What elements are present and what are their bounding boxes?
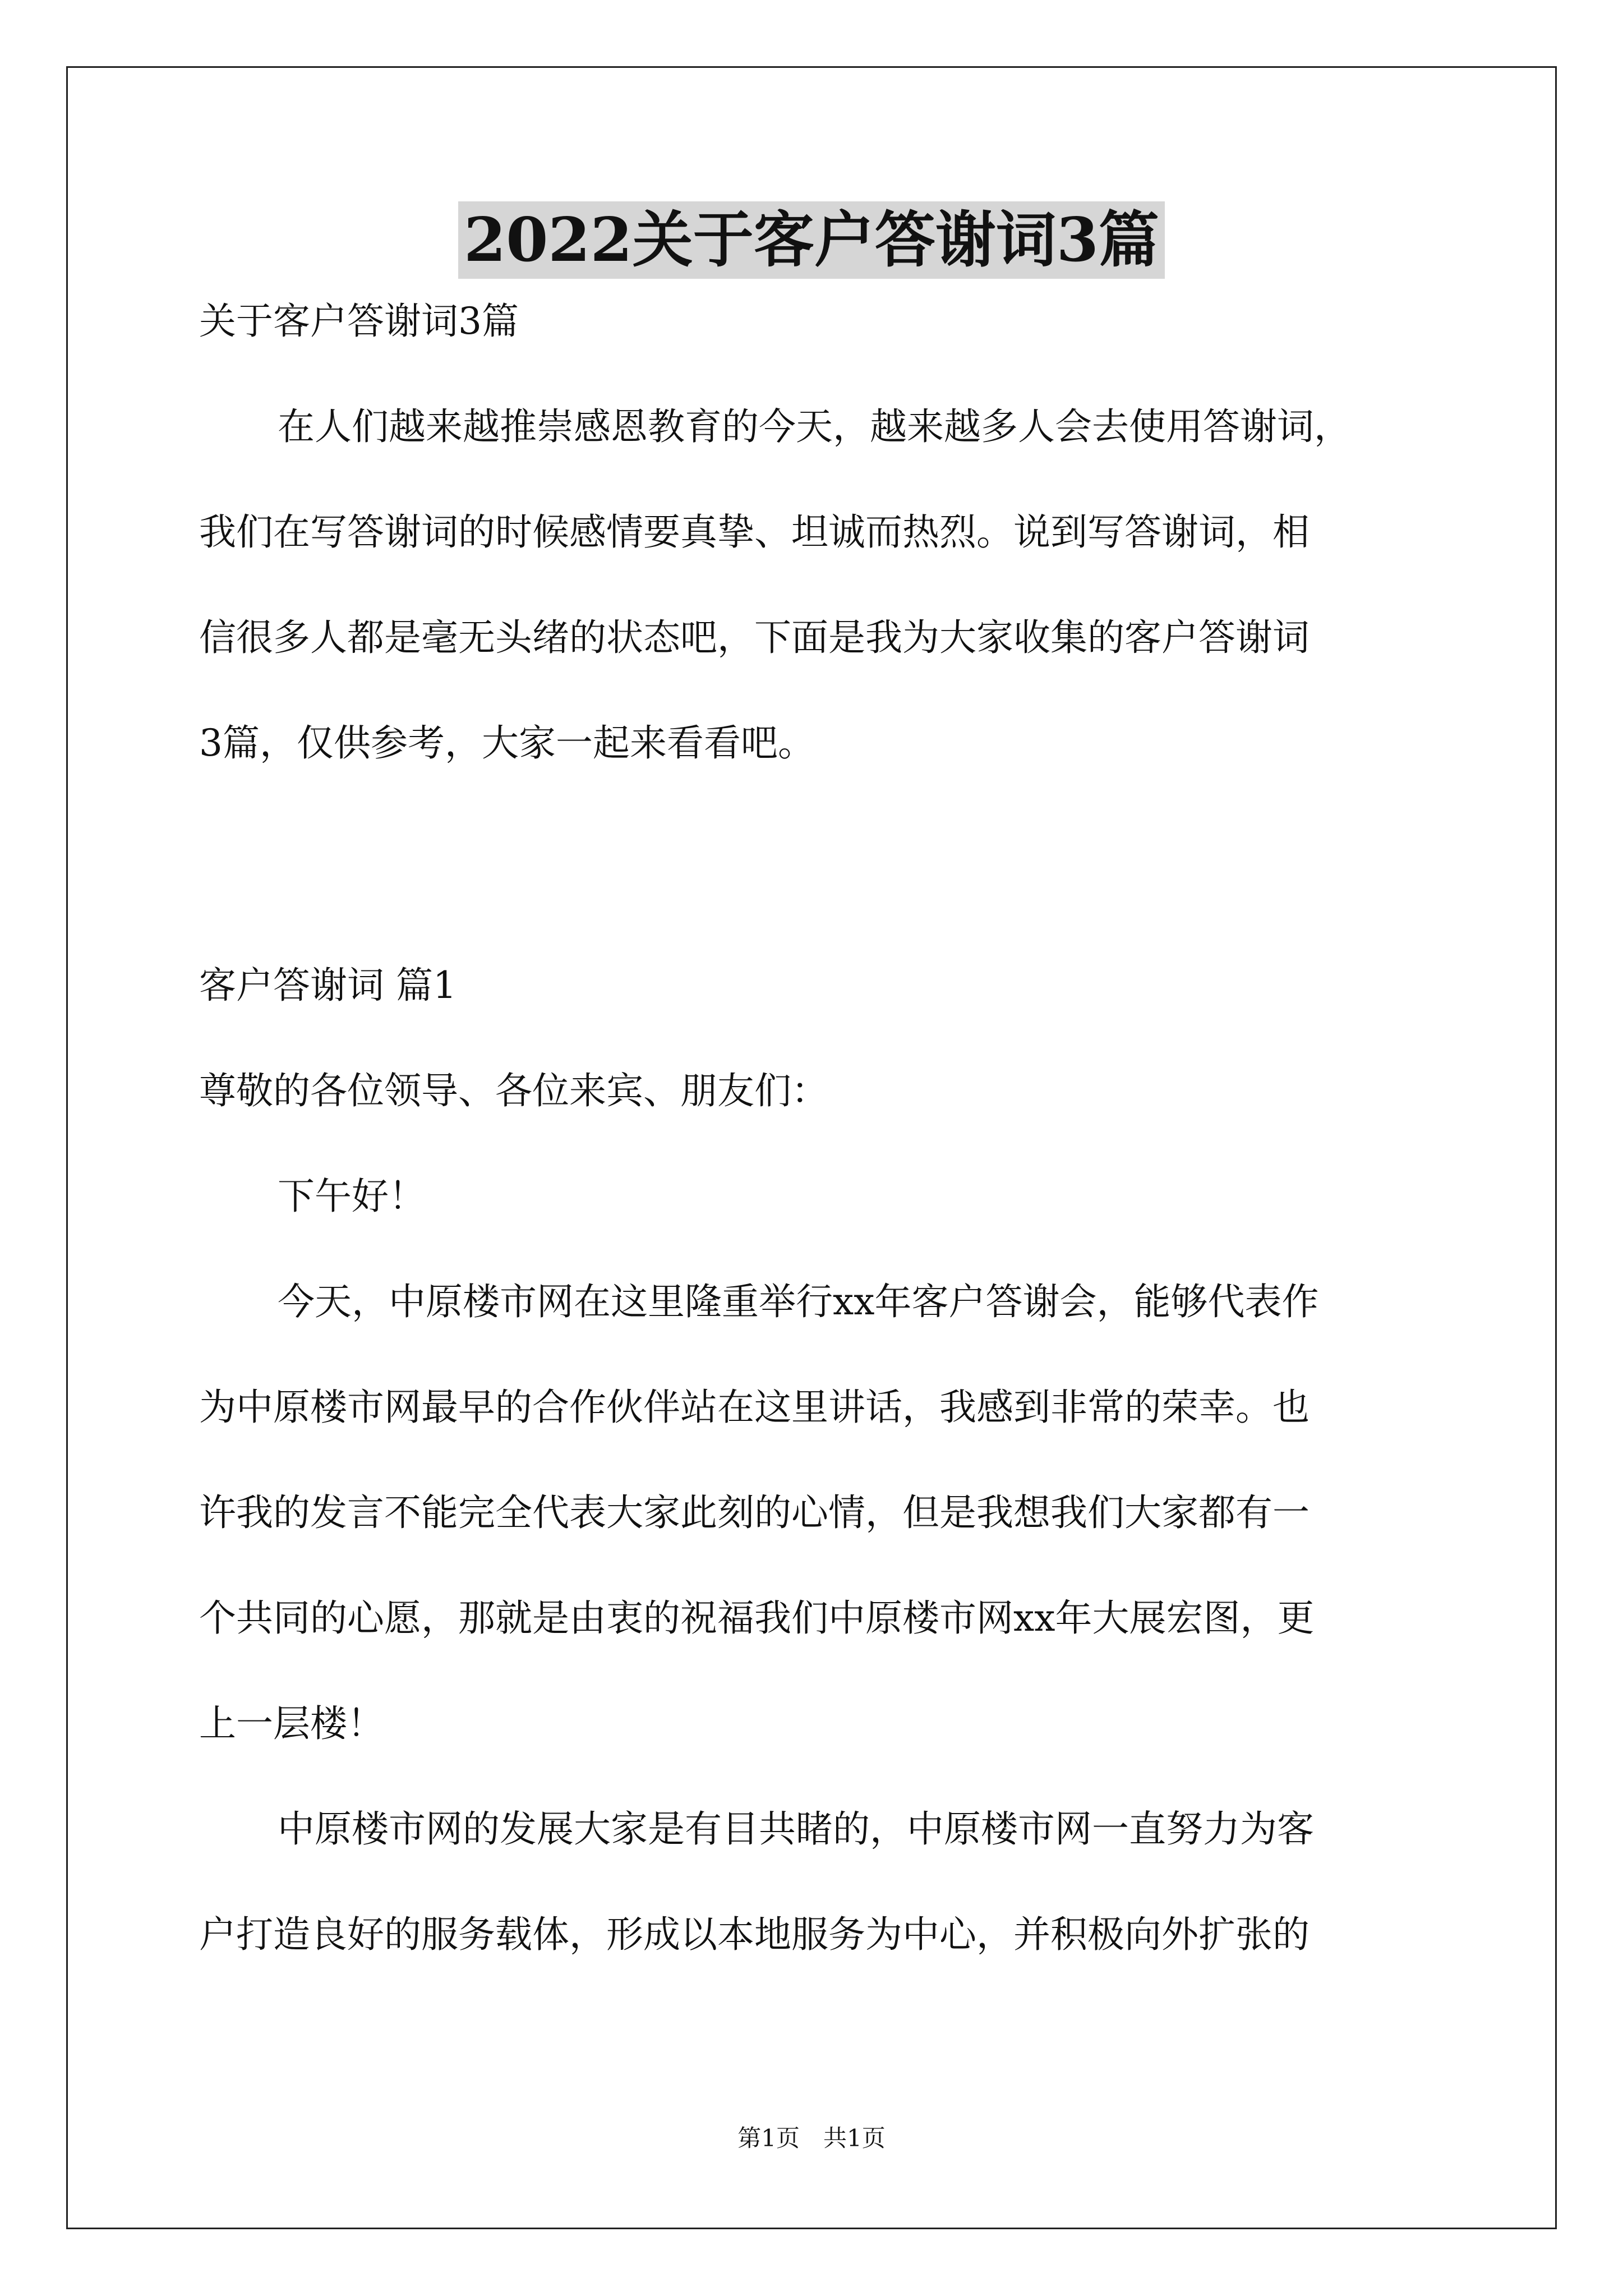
section-heading: 客户答谢词 篇1 — [199, 964, 457, 1007]
paragraph1-line-4: 个共同的心愿，那就是由衷的祝福我们中原楼市网xx年大展宏图，更 — [199, 1596, 1315, 1640]
page-footer: 第1页 共1页 — [737, 2124, 886, 2152]
salutation: 尊敬的各位领导、各位来宾、朋友们： — [199, 1069, 828, 1112]
document-title — [0, 201, 1623, 279]
intro-line-4: 3篇，仅供参考，大家一起来看看吧。 — [199, 721, 815, 765]
paragraph1-line-2: 为中原楼市网最早的合作伙伴站在这里讲话，我感到非常的荣幸。也 — [199, 1386, 1310, 1429]
paragraph1-line-5: 上一层楼！ — [199, 1702, 384, 1745]
intro-line-1: 在人们越来越推崇感恩教育的今天，越来越多人会去使用答谢词， — [278, 405, 1351, 448]
paragraph2-line-1: 中原楼市网的发展大家是有目共睹的，中原楼市网一直努力为客 — [278, 1807, 1314, 1851]
greeting: 下午好！ — [278, 1175, 426, 1218]
paragraph1-line-3: 许我的发言不能完全代表大家此刻的心情，但是我想我们大家都有一 — [199, 1491, 1310, 1534]
intro-line-3: 信很多人都是毫无头绪的状态吧，下面是我为大家收集的客户答谢词 — [199, 616, 1310, 659]
subtitle: 关于客户答谢词3篇 — [199, 300, 519, 343]
document-title-text: 2022关于客户答谢词3篇 — [458, 201, 1165, 279]
page-border — [66, 66, 1557, 2229]
paragraph2-line-2: 户打造良好的服务载体，形成以本地服务为中心，并积极向外扩张的 — [199, 1913, 1310, 1956]
paragraph1-line-1: 今天，中原楼市网在这里隆重举行xx年客户答谢会，能够代表作 — [278, 1280, 1319, 1323]
intro-line-2: 我们在写答谢词的时候感情要真挚、坦诚而热烈。说到写答谢词，相 — [199, 510, 1310, 554]
